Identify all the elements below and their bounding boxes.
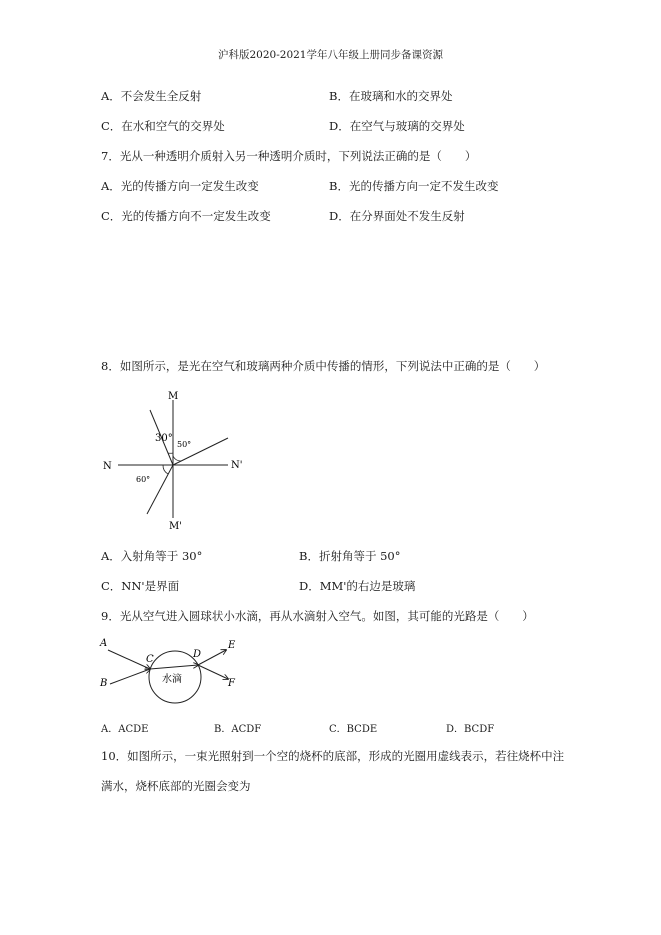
- label-d: D: [193, 649, 202, 660]
- q9-option-c: C．BCDE: [329, 724, 378, 735]
- droplet-label: 水滴: [162, 674, 182, 685]
- q9-option-d: D．BCDF: [446, 724, 495, 735]
- ray-lower-left: [147, 465, 173, 514]
- q6-option-d: D．在空气与玻璃的交界处: [329, 119, 465, 133]
- arc-50: [173, 456, 181, 461]
- q10-line1: 10．如图所示，一束光照射到一个空的烧杯的底部，形成的光圈用虚线表示，若往烧杯中注: [101, 749, 565, 763]
- arc-60: [163, 465, 168, 474]
- q9-figure: [98, 632, 248, 707]
- label-angle-50: 50°: [177, 440, 192, 449]
- ray-d-f: [198, 665, 228, 679]
- q9-option-a: A．ACDE: [101, 724, 149, 735]
- q7-stem: 7．光从一种透明介质射入另一种透明介质时，下列说法正确的是（ ）: [101, 149, 477, 163]
- label-n-right: N': [231, 460, 243, 471]
- q6-option-a: A．不会发生全反射: [101, 89, 202, 103]
- q10-line2: 满水，烧杯底部的光圈会变为: [101, 779, 251, 793]
- label-f: F: [228, 678, 235, 689]
- q8-figure: [95, 380, 265, 540]
- ray-d-e: [198, 650, 226, 665]
- label-m-bottom: M': [169, 521, 182, 532]
- ray-b-c: [110, 669, 150, 684]
- q7-option-c: C．光的传播方向不一定发生改变: [101, 209, 271, 223]
- label-e: E: [228, 640, 236, 651]
- label-b: B: [100, 678, 108, 689]
- q7-option-b: B．光的传播方向一定不发生改变: [329, 179, 499, 193]
- q7-option-a: A．光的传播方向一定发生改变: [101, 179, 259, 193]
- label-c: C: [146, 654, 154, 665]
- q9-option-b: B．ACDF: [214, 724, 262, 735]
- q8-stem: 8．如图所示，是光在空气和玻璃两种介质中传播的情形，下列说法中正确的是（ ）: [101, 359, 546, 373]
- ray-c-d: [150, 665, 198, 669]
- q8-option-d: D．MM'的右边是玻璃: [299, 579, 416, 593]
- q6-option-c: C．在水和空气的交界处: [101, 119, 225, 133]
- q7-option-d: D．在分界面处不发生反射: [329, 209, 465, 223]
- label-angle-60: 60°: [136, 475, 151, 484]
- q8-option-c: C．NN'是界面: [101, 579, 180, 593]
- ray-a-c: [108, 650, 150, 669]
- label-angle-30: 30°: [155, 433, 173, 444]
- label-n-left: N: [103, 461, 112, 472]
- q8-option-a: A．入射角等于 30°: [101, 549, 203, 563]
- q6-option-b: B．在玻璃和水的交界处: [329, 89, 453, 103]
- page-header: 沪科版2020-2021学年八年级上册同步备课资源: [218, 49, 443, 61]
- q8-option-b: B．折射角等于 50°: [299, 549, 401, 563]
- label-a: A: [100, 638, 108, 649]
- q9-stem: 9．光从空气进入圆球状小水滴，再从水滴射入空气。如图，其可能的光路是（ ）: [101, 609, 534, 623]
- label-m-top: M: [168, 391, 179, 402]
